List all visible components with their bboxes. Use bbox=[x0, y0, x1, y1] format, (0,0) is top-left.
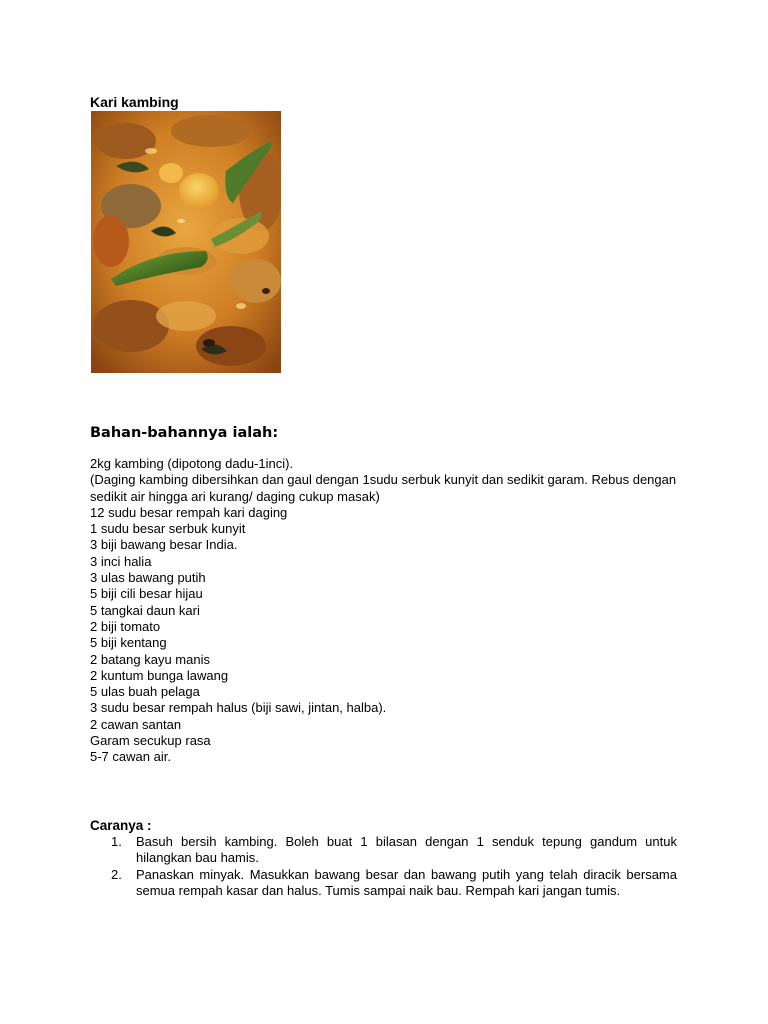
ingredients-heading: Bahan-bahannya ialah: bbox=[90, 425, 279, 441]
ingredients-list bbox=[90, 456, 690, 766]
list-item: 2kg kambing (dipotong dadu-1inci). bbox=[90, 456, 294, 471]
list-item: 5 biji cili besar hijau bbox=[90, 586, 203, 602]
list-item: 2 biji tomato bbox=[90, 618, 161, 634]
list-item: 3 inci halia bbox=[90, 553, 152, 569]
recipe-photo bbox=[91, 111, 281, 373]
list-item: 3 ulas bawang putih bbox=[90, 570, 206, 586]
list-item: (Daging kambing dibersihkan dan gaul dengan 1sudu serbuk kunyit dan sedikit garam. Rebus dengan sedikit air hingga ari kurang/ daging cukup masak) bbox=[90, 472, 677, 504]
list-item: 1 sudu besar serbuk kunyit bbox=[90, 521, 246, 537]
list-item: Garam secukup rasa bbox=[90, 733, 211, 749]
list-item: 2 cawan santan bbox=[90, 716, 182, 732]
method-heading: Caranya : bbox=[90, 818, 152, 833]
step-text: Basuh bersih kambing. Boleh buat 1 bilasan dengan 1 senduk tepung gandum untuk hilangkan bau hamis. bbox=[136, 834, 677, 866]
list-item: 3 biji bawang besar India. bbox=[90, 537, 238, 553]
step-item bbox=[90, 867, 677, 900]
list-item: 5-7 cawan air. bbox=[90, 749, 171, 765]
method-steps bbox=[90, 834, 677, 899]
step-number: 1. bbox=[111, 834, 122, 849]
step-item bbox=[90, 834, 677, 867]
step-number: 2. bbox=[111, 866, 122, 882]
list-item: 5 biji kentang bbox=[90, 635, 167, 651]
list-item: 5 tangkai daun kari bbox=[90, 602, 200, 618]
list-item: 12 sudu besar rempah kari daging bbox=[90, 504, 288, 520]
list-item: 2 kuntum bunga lawang bbox=[90, 667, 229, 683]
list-item: 2 batang kayu manis bbox=[90, 651, 210, 667]
list-item: 3 sudu besar rempah halus (biji sawi, jintan, halba). bbox=[90, 700, 387, 716]
list-item: 5 ulas buah pelaga bbox=[90, 684, 200, 700]
recipe-title: Kari kambing bbox=[90, 94, 179, 110]
step-text: Panaskan minyak. Masukkan bawang besar dan bawang putih yang telah diracik bersama semua rempah kasar dan halus. Tumis sampai naik bau. Rempah kari jangan tumis. bbox=[136, 866, 677, 898]
curry-dish-illustration bbox=[91, 111, 281, 373]
